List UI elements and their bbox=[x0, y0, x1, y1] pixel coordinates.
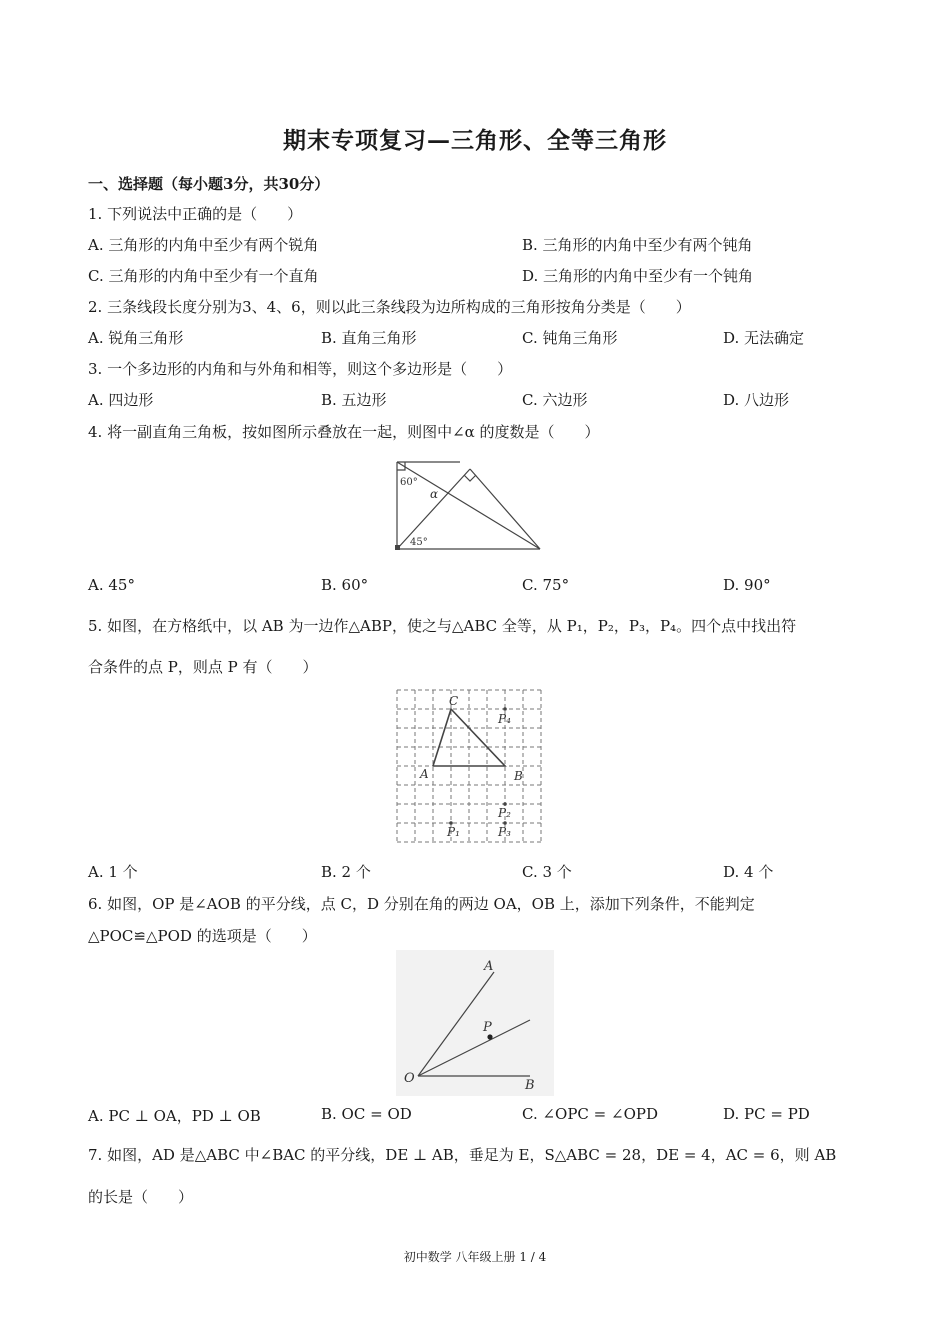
question-2-stem: 2. 三条线段长度分别为3、4、6，则以此三条线段为边所构成的三角形按角分类是（ ） bbox=[88, 298, 691, 316]
question-6-option-b[interactable]: B. OC = OD bbox=[321, 1105, 412, 1123]
question-5-option-b[interactable]: B. 2 个 bbox=[321, 863, 371, 881]
question-5-option-c[interactable]: C. 3 个 bbox=[522, 863, 572, 881]
angle-bisector-figure bbox=[396, 950, 554, 1096]
point-a-label: A bbox=[484, 959, 494, 974]
question-1-stem: 1. 下列说法中正确的是（ ） bbox=[88, 205, 303, 223]
question-1-option-d[interactable]: D. 三角形的内角中至少有一个钝角 bbox=[522, 267, 754, 285]
question-5-option-a[interactable]: A. 1 个 bbox=[88, 863, 138, 881]
question-3-option-b[interactable]: B. 五边形 bbox=[321, 391, 387, 409]
angle-alpha-label: α bbox=[430, 487, 439, 501]
question-1-option-b[interactable]: B. 三角形的内角中至少有两个钝角 bbox=[522, 236, 753, 254]
point-c-label: C bbox=[449, 694, 459, 708]
page-title: 期末专项复习—三角形、全等三角形 bbox=[283, 127, 667, 154]
point-p-label: P bbox=[483, 1020, 492, 1035]
point-a-label: A bbox=[420, 767, 429, 781]
point-p3-label: P₃ bbox=[498, 825, 511, 839]
point-o-label: O bbox=[404, 1071, 415, 1086]
question-6-option-c[interactable]: C. ∠OPC = ∠OPD bbox=[522, 1105, 659, 1123]
question-4-option-c[interactable]: C. 75° bbox=[522, 576, 570, 594]
question-6-option-d[interactable]: D. PC = PD bbox=[723, 1105, 810, 1123]
question-3-stem: 3. 一个多边形的内角和与外角和相等，则这个多边形是（ ） bbox=[88, 360, 513, 378]
question-2-option-d[interactable]: D. 无法确定 bbox=[723, 329, 805, 347]
question-4-option-d[interactable]: D. 90° bbox=[723, 576, 771, 594]
question-5-option-d[interactable]: D. 4 个 bbox=[723, 863, 774, 881]
grid-figure bbox=[394, 688, 549, 846]
question-1-option-c[interactable]: C. 三角形的内角中至少有一个直角 bbox=[88, 267, 319, 285]
question-2-option-b[interactable]: B. 直角三角形 bbox=[321, 329, 417, 347]
section-heading: 一、选择题（每小题3分，共30分） bbox=[88, 175, 330, 193]
question-6-stem-line2: △POC≌△POD 的选项是（ ） bbox=[88, 927, 317, 945]
point-p1-label: P₁ bbox=[447, 825, 460, 839]
angle-45-label: 45° bbox=[410, 537, 428, 548]
question-3-option-a[interactable]: A. 四边形 bbox=[88, 391, 154, 409]
point-b-label: B bbox=[525, 1078, 535, 1093]
point-b-label: B bbox=[514, 769, 523, 783]
question-5-stem-line2: 合条件的点 P，则点 P 有（ ） bbox=[88, 658, 318, 676]
question-2-option-a[interactable]: A. 锐角三角形 bbox=[88, 329, 184, 347]
page-footer: 初中数学 八年级上册 1 / 4 bbox=[403, 1250, 547, 1264]
question-7-stem-line2: 的长是（ ） bbox=[88, 1188, 194, 1206]
question-4-option-b[interactable]: B. 60° bbox=[321, 576, 369, 594]
question-6-stem-line1: 6. 如图，OP 是∠AOB 的平分线，点 C，D 分别在角的两边 OA，OB 上，添加下列条件，不能判定 bbox=[88, 895, 755, 913]
question-1-option-a[interactable]: A. 三角形的内角中至少有两个锐角 bbox=[88, 236, 319, 254]
question-7-stem-line1: 7. 如图，AD 是△ABC 中∠BAC 的平分线，DE ⊥ AB，垂足为 E，S△ABC = 28，DE = 4，AC = 6，则 AB bbox=[88, 1146, 837, 1164]
question-4-stem: 4. 将一副直角三角板，按如图所示叠放在一起，则图中∠α 的度数是（ ） bbox=[88, 423, 600, 441]
question-3-option-c[interactable]: C. 六边形 bbox=[522, 391, 588, 409]
question-4-option-a[interactable]: A. 45° bbox=[88, 576, 135, 594]
point-p2-label: P₂ bbox=[498, 806, 511, 820]
point-p4-label: P₄ bbox=[498, 712, 511, 726]
question-5-stem-line1: 5. 如图，在方格纸中，以 AB 为一边作△ABP，使之与△ABC 全等，从 P₁，P₂，P₃，P₄。四个点中找出符 bbox=[88, 617, 797, 635]
question-3-option-d[interactable]: D. 八边形 bbox=[723, 391, 790, 409]
angle-60-label: 60° bbox=[400, 477, 418, 488]
question-2-option-c[interactable]: C. 钝角三角形 bbox=[522, 329, 618, 347]
set-square-figure bbox=[390, 457, 550, 557]
question-6-option-a[interactable]: A. PC ⊥ OA，PD ⊥ OB bbox=[88, 1107, 261, 1125]
